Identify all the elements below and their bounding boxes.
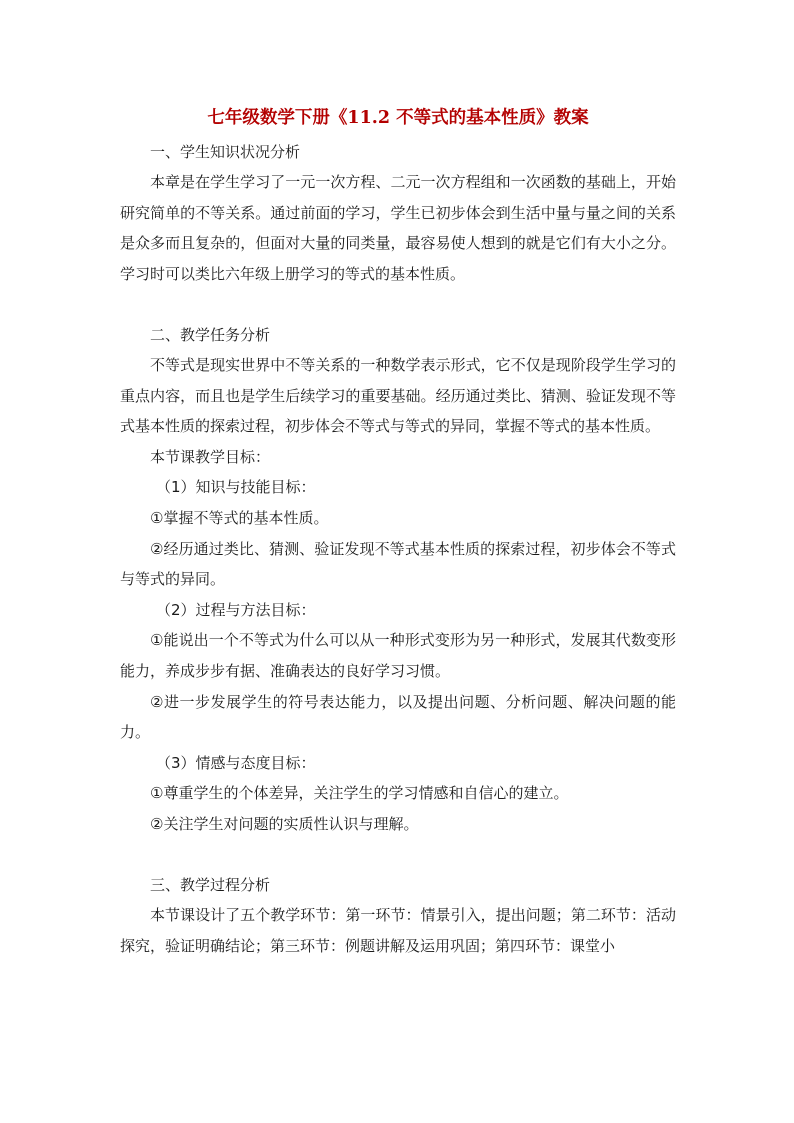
section-paragraph-process-analysis: 本节课设计了五个教学环节：第一环节：情景引入，提出问题；第二环节：活动探究，验证明确结论；第三环节：例题讲解及运用巩固；第四环节：课堂小 (120, 906, 676, 955)
goal3-item2: ②关注学生对问题的实质性认识与理解。 (150, 814, 419, 833)
goal3-item1: ①尊重学生的个体差异，关注学生的学习情感和自信心的建立。 (150, 784, 569, 803)
document-title: 七年级数学下册《11.2 不等式的基本性质》教案 (207, 108, 589, 128)
section-heading-task-analysis: 二、教学任务分析 (150, 325, 271, 344)
section-heading-student-analysis: 一、学生知识状况分析 (150, 143, 301, 161)
goal1-label: （1）知识与技能目标： (156, 478, 316, 497)
goal1-item2: ②经历通过类比、猜测、验证发现不等式基本性质的探索过程，初步体会不等式与等式的异同。 (120, 539, 676, 589)
goal3-label: （3）情感与态度目标： (156, 753, 316, 772)
goal2-item2: ②进一步发展学生的符号表达能力，以及提出问题、分析问题、解决问题的能力。 (120, 692, 676, 742)
section-paragraph-student-analysis: 本章是在学生学习了一元一次方程、二元一次方程组和一次函数的基础上，开始研究简单的不等关系。通过前面的学习，学生已初步体会到生活中量与量之间的关系是众多而且复杂的，但面对大量的同类量，最容易使人想到的就是它们有大小之分。学习时可以类比六年级上册学习的等式的基本性质。 (120, 173, 676, 283)
goals-label: 本节课教学目标： (150, 447, 271, 466)
goal2-label: （2）过程与方法目标： (156, 600, 316, 619)
goal2-item1: ①能说出一个不等式为什么可以从一种形式变形为另一种形式，发展其代数变形能力，养成步步有据、准确表达的良好学习习惯。 (120, 631, 676, 680)
document-body (120, 104, 676, 961)
section-paragraph-task-analysis: 不等式是现实世界中不等关系的一种数学表示形式，它不仅是现阶段学生学习的重点内容，而且也是学生后续学习的重要基础。经历通过类比、猜测、验证发现不等式基本性质的探索过程，初步体会不等式与等式的异同，掌握不等式的基本性质。 (120, 355, 676, 436)
paragraph-gap (120, 289, 676, 320)
paragraph-gap (120, 839, 676, 870)
goal1-item1: ①掌握不等式的基本性质。 (150, 508, 329, 527)
section-heading-process-analysis: 三、教学过程分析 (150, 876, 271, 895)
